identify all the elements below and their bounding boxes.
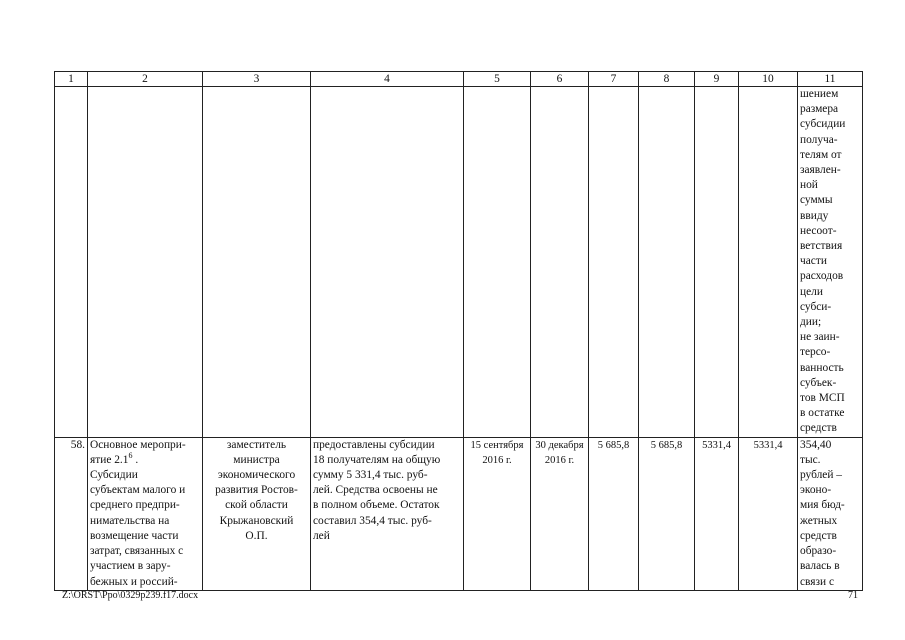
table-row-continuation: [55, 87, 863, 438]
table-row-58: [55, 437, 863, 590]
table-cell: [464, 87, 531, 438]
row-number: 58.: [55, 437, 88, 590]
actual-amount-cell: 5331,4: [739, 437, 798, 590]
event-name-line2-end: .: [132, 453, 139, 466]
event-name-line1: Основное меропри-: [90, 438, 186, 451]
page-number: 71: [848, 590, 858, 601]
planned-amount-cell: 5 685,8: [589, 437, 639, 590]
table-cell: [695, 87, 739, 438]
event-description: Субсидии субъектам малого и среднего предпри- нимательства на возмещение части затрат, связанных с участием в зару- бежных и россий-: [90, 469, 186, 588]
column-number: 6: [531, 72, 589, 87]
note-cell: 354,40 тыс. рублей – эконо- мия бюд- жетных средств образо- валась в связи с: [798, 437, 863, 590]
column-number: 9: [695, 72, 739, 87]
footer-file-path: Z:\ORST\Ppo\0329p239.f17.docx: [62, 590, 199, 601]
column-number: 8: [639, 72, 695, 87]
column-number: 4: [311, 72, 464, 87]
event-cell: [88, 437, 203, 590]
table-cell: [531, 87, 589, 438]
contract-amount-cell: 5331,4: [695, 437, 739, 590]
report-table: [54, 71, 863, 591]
budget-amount-cell: 5 685,8: [639, 437, 695, 590]
start-date-cell: 15 сентября 2016 г.: [464, 437, 531, 590]
table-cell: [55, 87, 88, 438]
table-cell: [589, 87, 639, 438]
responsible-cell: заместитель министра экономического развития Ростов- ской области Крыжановский О.П.: [203, 437, 311, 590]
column-number: 7: [589, 72, 639, 87]
table-cell: [639, 87, 695, 438]
column-number: 11: [798, 72, 863, 87]
column-number: 1: [55, 72, 88, 87]
column-number: 3: [203, 72, 311, 87]
table-cell: [203, 87, 311, 438]
column-number-row: [55, 72, 863, 87]
table-cell: [739, 87, 798, 438]
column-number: 2: [88, 72, 203, 87]
column-number: 5: [464, 72, 531, 87]
note-cell-continued: шением размера субсидии получа- телям от заявлен- ной суммы ввиду несоот- ветствия части расходов цели субси- дии; не заин- терсо- ванность субъек- тов МСП в остатке средств: [798, 87, 863, 438]
column-number: 10: [739, 72, 798, 87]
table-cell: [311, 87, 464, 438]
end-date-cell: 30 декабря 2016 г.: [531, 437, 589, 590]
footnote-mark: 6: [128, 451, 133, 461]
event-name-line2: ятие 2.1: [90, 453, 129, 466]
table-cell: [88, 87, 203, 438]
result-cell: предоставлены субсидии 18 получателям на общую сумму 5 331,4 тыс. руб- лей. Средства освоены не в полном объеме. Остаток составил 354,4 тыс. руб- лей: [311, 437, 464, 590]
